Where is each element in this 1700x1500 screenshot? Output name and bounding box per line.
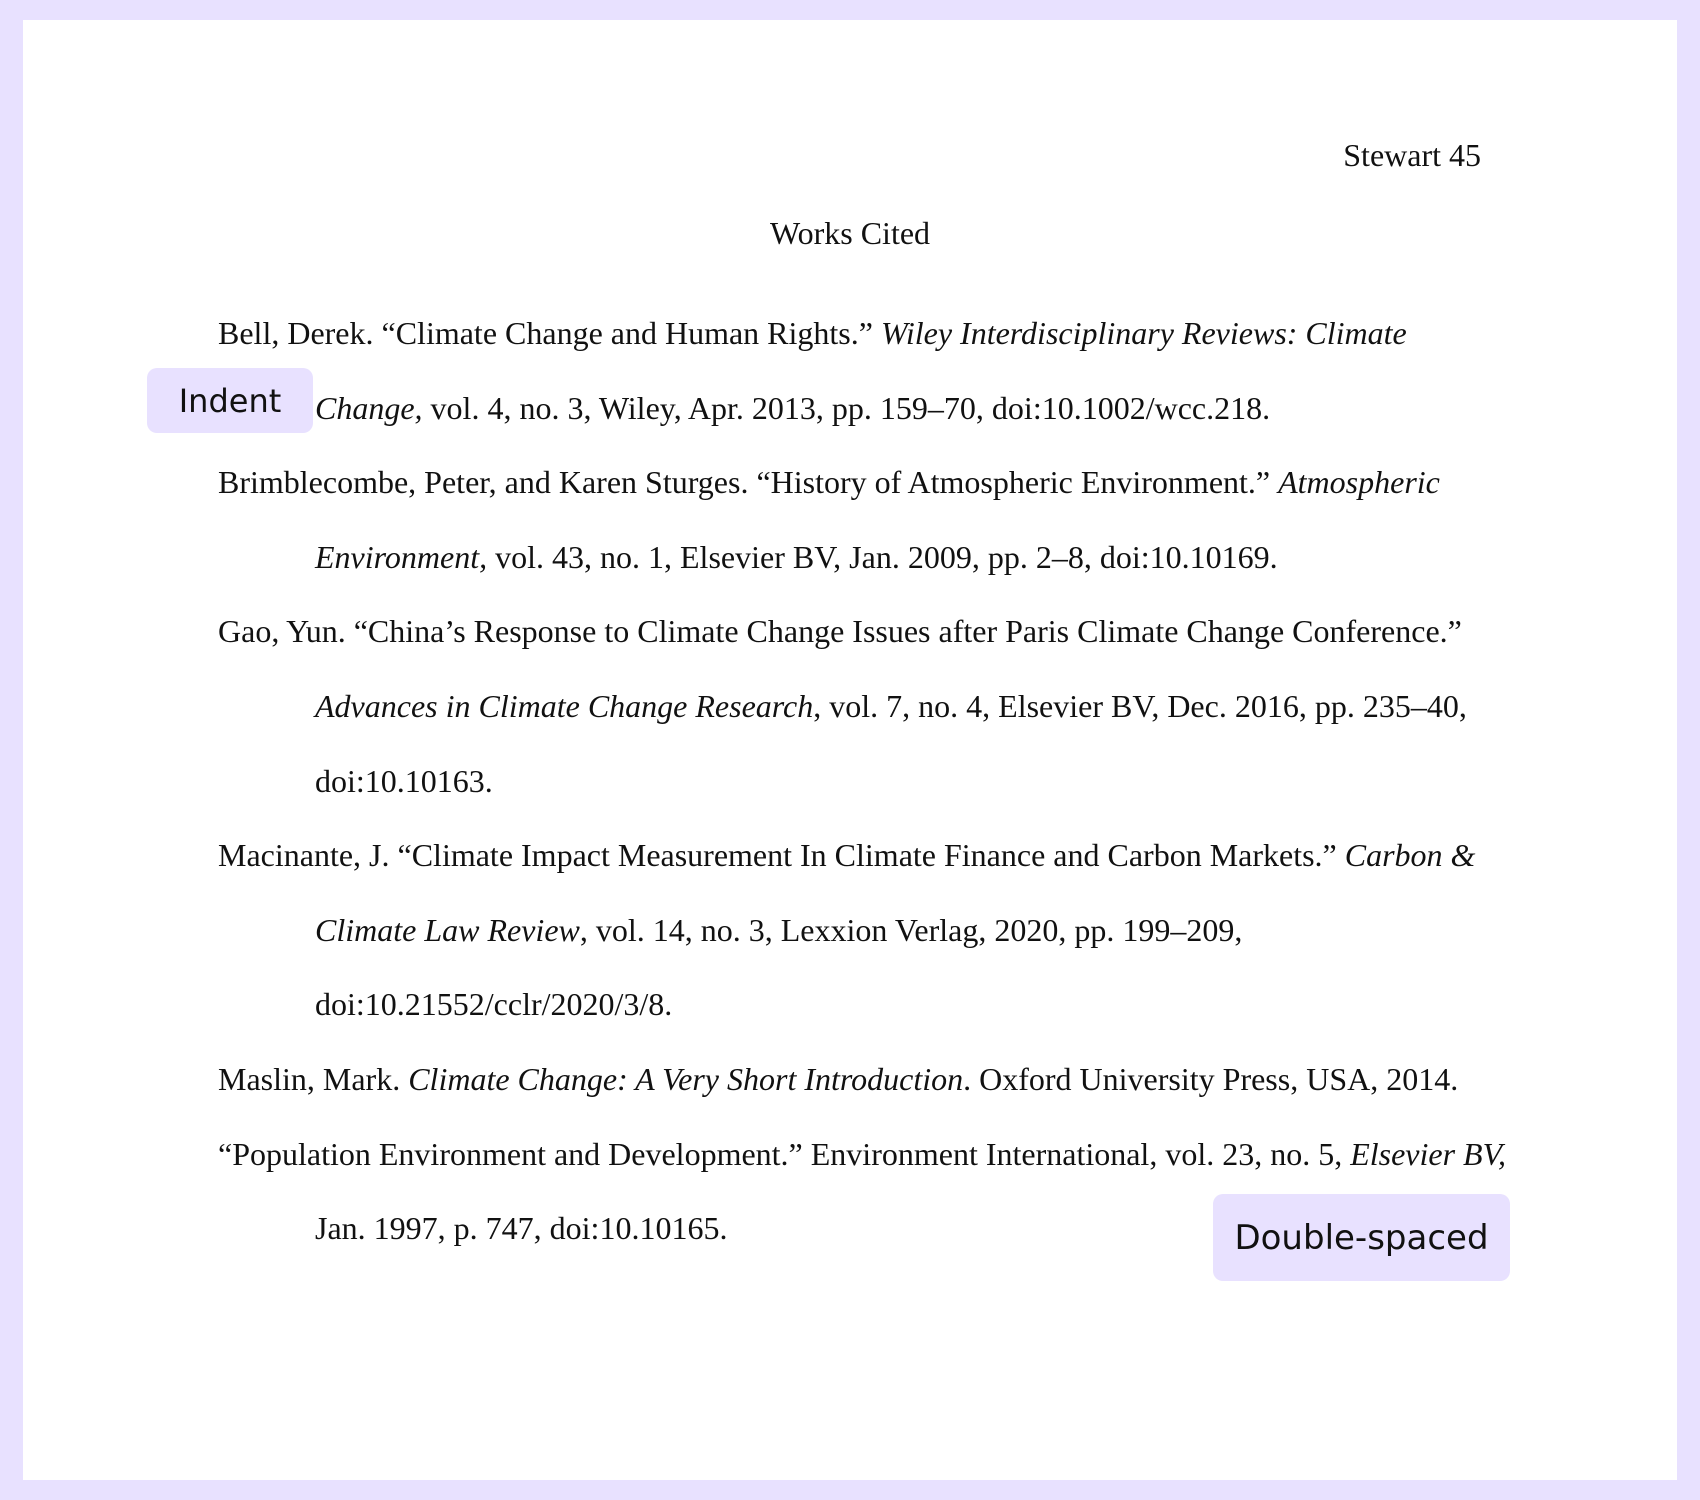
works-cited-list [218, 296, 1518, 1266]
citation-details: Jan. 1997, p. 747, doi:10.10165. [315, 1210, 728, 1247]
citation-details: vol. 4, no. 3, Wiley, Apr. 2013, pp. 159–70, doi:10.1002/wcc.218. [422, 389, 1271, 426]
citation-source-title: Wiley Interdisciplinary Reviews: Climate Change, [315, 315, 1407, 426]
citation-source-title: Elsevier BV, [1350, 1135, 1507, 1172]
double-spaced-annotation-tag: Double-spaced [1213, 1194, 1510, 1281]
citation-entry [218, 445, 1518, 594]
citation-details: , vol. 7, no. 4, Elsevier BV, Dec. 2016, pp. 235–40, doi:10.10163. [315, 687, 1467, 799]
indent-annotation-tag: Indent [147, 368, 313, 433]
citation-source-title: Carbon & Climate Law Review [315, 837, 1476, 948]
citation-details: , vol. 14, no. 3, Lexxion Verlag, 2020, pp. 199–209, doi:10.21552/cclr/2020/3/8. [315, 911, 1243, 1023]
citation-source-title: Advances in Climate Change Research [315, 687, 814, 724]
citation-entry [218, 594, 1518, 818]
citation-source-title: Climate Change: A Very Short Introduction [408, 1060, 964, 1097]
citation-text: “Population Environment and Development.” Environment International, vol. 23, no. 5, [218, 1135, 1351, 1172]
page-title: Works Cited [769, 215, 931, 251]
document-page [23, 20, 1677, 1480]
citation-entry [218, 818, 1518, 1042]
citation-entry [218, 1042, 1518, 1117]
citation-details: . Oxford University Press, USA, 2014. [963, 1060, 1459, 1097]
citation-text: Maslin, Mark. [218, 1060, 409, 1097]
citation-details: vol. 43, no. 1, Elsevier BV, Jan. 2009, pp. 2–8, doi:10.10169. [487, 538, 1278, 575]
citation-text: Gao, Yun. “China’s Response to Climate Change Issues after Paris Climate Change Conference.” [218, 613, 1462, 650]
citation-text: Brimblecombe, Peter, and Karen Sturges. “History of Atmospheric Environment.” [218, 464, 1279, 501]
running-head: Stewart 45 [1343, 137, 1481, 173]
citation-source-title: Atmospheric Environment, [315, 464, 1440, 575]
citation-entry [218, 296, 1518, 445]
citation-text: Macinante, J. “Climate Impact Measurement In Climate Finance and Carbon Markets.” [218, 837, 1345, 874]
citation-text: Bell, Derek. “Climate Change and Human Rights.” [218, 315, 881, 351]
